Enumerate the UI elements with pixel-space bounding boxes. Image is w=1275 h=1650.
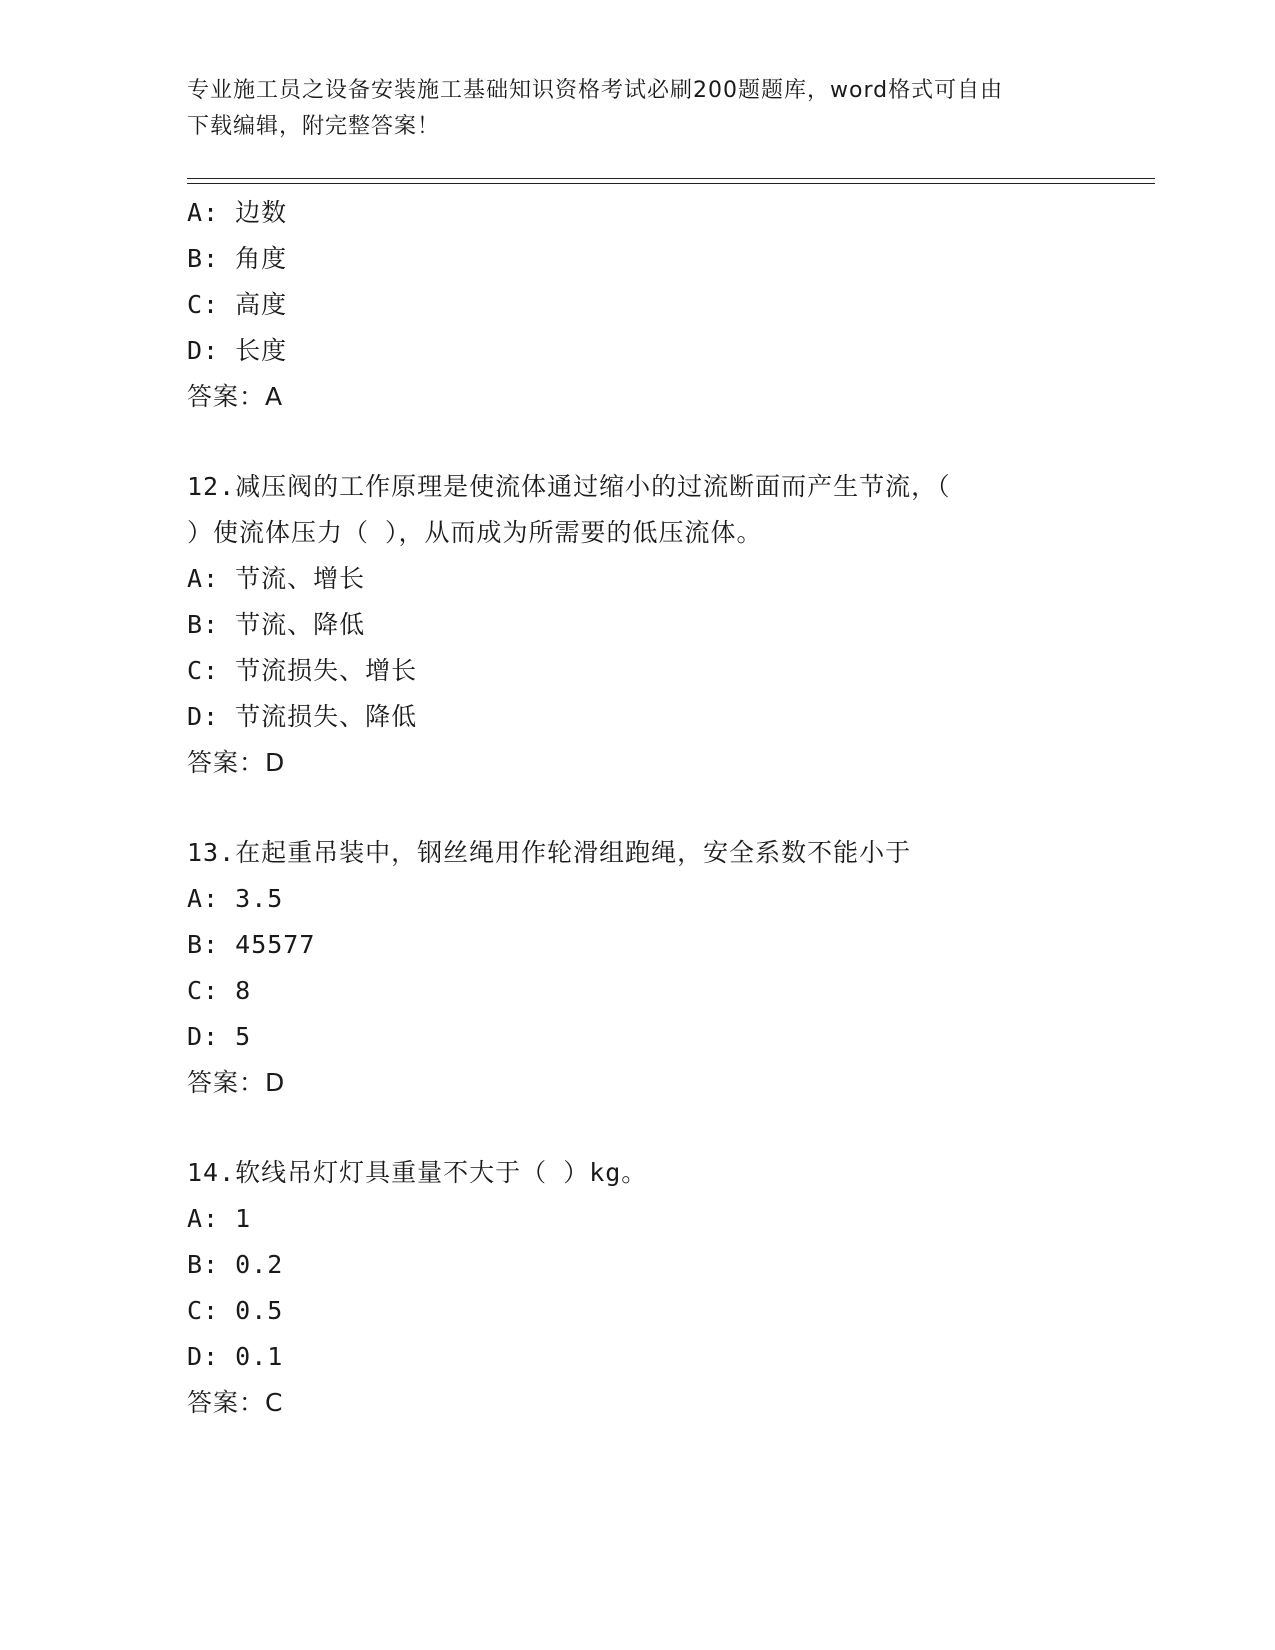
question-stem: 14.软线吊灯灯具重量不大于（ ）kg。: [187, 1158, 648, 1187]
question-14: [187, 1150, 1087, 1426]
answer-line: 答案：C: [187, 1388, 284, 1417]
option-d: D: 0.1: [187, 1342, 284, 1371]
question-12: [187, 464, 1087, 786]
option-c: C: 高度: [187, 290, 288, 319]
option-c: C: 0.5: [187, 1296, 284, 1325]
option-a: A: 节流、增长: [187, 564, 366, 593]
option-c: C: 8: [187, 976, 252, 1005]
header-divider-bottom: [187, 183, 1155, 184]
header-divider-top: [187, 178, 1155, 179]
option-b: B: 0.2: [187, 1250, 284, 1279]
option-d: D: 长度: [187, 336, 288, 365]
option-b: B: 45577: [187, 930, 316, 959]
option-c: C: 节流损失、增长: [187, 656, 418, 685]
option-d: D: 5: [187, 1022, 252, 1051]
answer-line: 答案：D: [187, 1068, 286, 1097]
question-list: [187, 190, 1087, 1426]
question-stem: 12.减压阀的工作原理是使流体通过缩小的过流断面而产生节流，（: [187, 472, 951, 501]
option-a: A: 3.5: [187, 884, 284, 913]
option-b: B: 角度: [187, 244, 288, 273]
option-d: D: 节流损失、降低: [187, 702, 418, 731]
question-11-continued: [187, 190, 1087, 420]
question-13: [187, 830, 1087, 1106]
answer-line: 答案：A: [187, 382, 284, 411]
document-header: [187, 73, 1087, 145]
question-stem: ）使流体压力（ ），从而成为所需要的低压流体。: [187, 518, 763, 547]
option-a: A: 边数: [187, 198, 288, 227]
option-a: A: 1: [187, 1204, 252, 1233]
answer-line: 答案：D: [187, 748, 286, 777]
question-stem: 13.在起重吊装中，钢丝绳用作轮滑组跑绳，安全系数不能小于: [187, 838, 912, 867]
header-line-2: 下载编辑，附完整答案！: [187, 114, 441, 139]
option-b: B: 节流、降低: [187, 610, 366, 639]
header-line-1: 专业施工员之设备安装施工基础知识资格考试必刷200题题库，word格式可自由: [187, 78, 1004, 103]
